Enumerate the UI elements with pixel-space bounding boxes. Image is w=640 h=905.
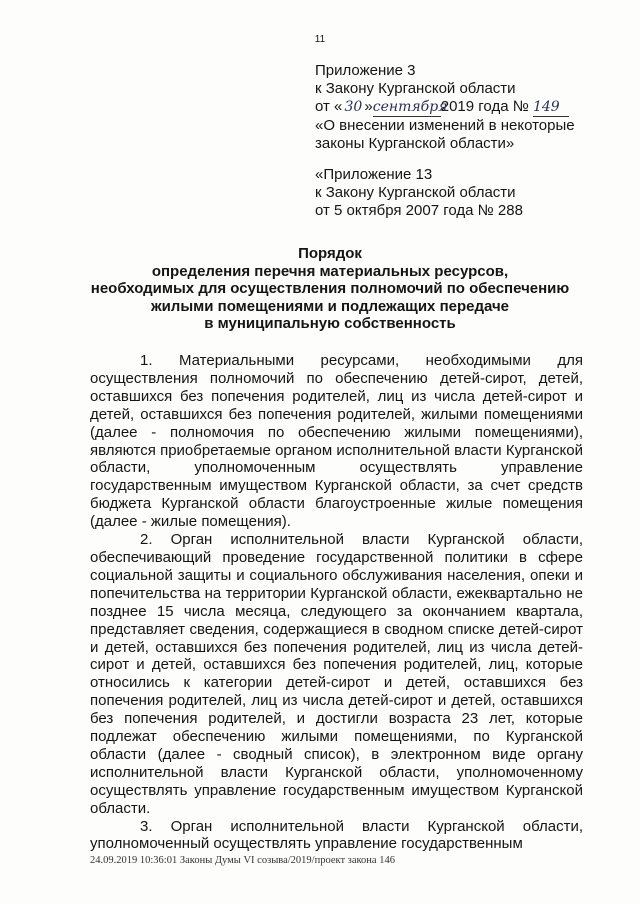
date-mid: » bbox=[364, 98, 373, 115]
date-year: 2019 года № bbox=[440, 98, 529, 115]
title-line-5: в муниципальную собственность bbox=[204, 315, 456, 332]
appendix-13-line-1: «Приложение 13 bbox=[315, 166, 433, 183]
appendix-13-header bbox=[315, 166, 615, 220]
title-line-3: необходимых для осуществления полномочий по обеспечению bbox=[90, 280, 570, 297]
handwritten-law-number: 149 bbox=[533, 98, 569, 117]
paragraph-3: 3. Орган исполнительной власти Курганской области, уполномоченный осуществлять управление государственным bbox=[90, 817, 583, 853]
title-line-1: Порядок bbox=[298, 245, 362, 262]
handwritten-day: 30 bbox=[344, 99, 363, 115]
appendix-line-1: Приложение 3 bbox=[315, 62, 416, 79]
handwritten-month: сентября bbox=[372, 99, 448, 115]
paragraph-1: 1. Материальными ресурсами, необходимыми для осуществления полномочий по обеспечению детей-сирот, детей, оставшихся без попечения родителей, лиц из числа детей-сирот и детей, оставшихся без попечения родителей, жилыми помещениями (далее - полномочия по обеспечению жилыми помещениями), являются приобретаемые органом исполнительной власти Курганской области, уполномоченным осуществлять управление государственным имуществом Курганской области, за счет средств бюджета Курганской области благоустроенные жилые помещения (далее - жилые помещения). bbox=[90, 352, 583, 531]
title-line-4: жилыми помещениями и подлежащих передаче bbox=[150, 297, 510, 315]
page-number: 11 bbox=[314, 34, 326, 45]
title-line-2: определения перечня материальных ресурсов, bbox=[151, 262, 509, 280]
appendix-header bbox=[315, 62, 615, 153]
appendix-13-line-2: к Закону Курганской области bbox=[315, 184, 516, 201]
appendix-line-5: законы Курганской области» bbox=[315, 135, 515, 152]
footer-file-path: 24.09.2019 10:36:01 Законы Думы VI созыва/2019/проект закона 146 bbox=[90, 855, 395, 866]
appendix-line-4: «О внесении изменений в некоторые bbox=[315, 117, 575, 134]
document-title bbox=[60, 245, 600, 333]
document-body bbox=[90, 352, 583, 853]
date-prefix: от « bbox=[315, 98, 343, 115]
appendix-date-line bbox=[315, 98, 615, 117]
paragraph-2: 2. Орган исполнительной власти Курганской области, обеспечивающий проведение государственной политики в сфере социальной защиты и социального обслуживания населения, опеки и попечительства на территории Курганской области, ежеквартально не позднее 15 числа месяца, следующего за окончанием квартала, представляет сведения, содержащиеся в сводном списке детей-сирот и детей, оставшихся без попечения родителей, лиц из числа детей-сирот и детей, оставшихся без попечения родителей, лиц, которые относились к категории детей-сирот и детей, оставшихся без попечения родителей, лиц из числа детей-сирот и детей, оставшихся без попечения родителей, и достигли возраста 23 лет, которые подлежат обеспечению жилыми помещениями, по Курганской области (далее - сводный список), в электронном виде органу исполнительной власти Курганской области, уполномоченному осуществлять управление государственным имуществом Курганской области. bbox=[90, 531, 583, 817]
appendix-line-2: к Закону Курганской области bbox=[315, 80, 516, 97]
appendix-13-line-3: от 5 октября 2007 года № 288 bbox=[315, 202, 523, 219]
